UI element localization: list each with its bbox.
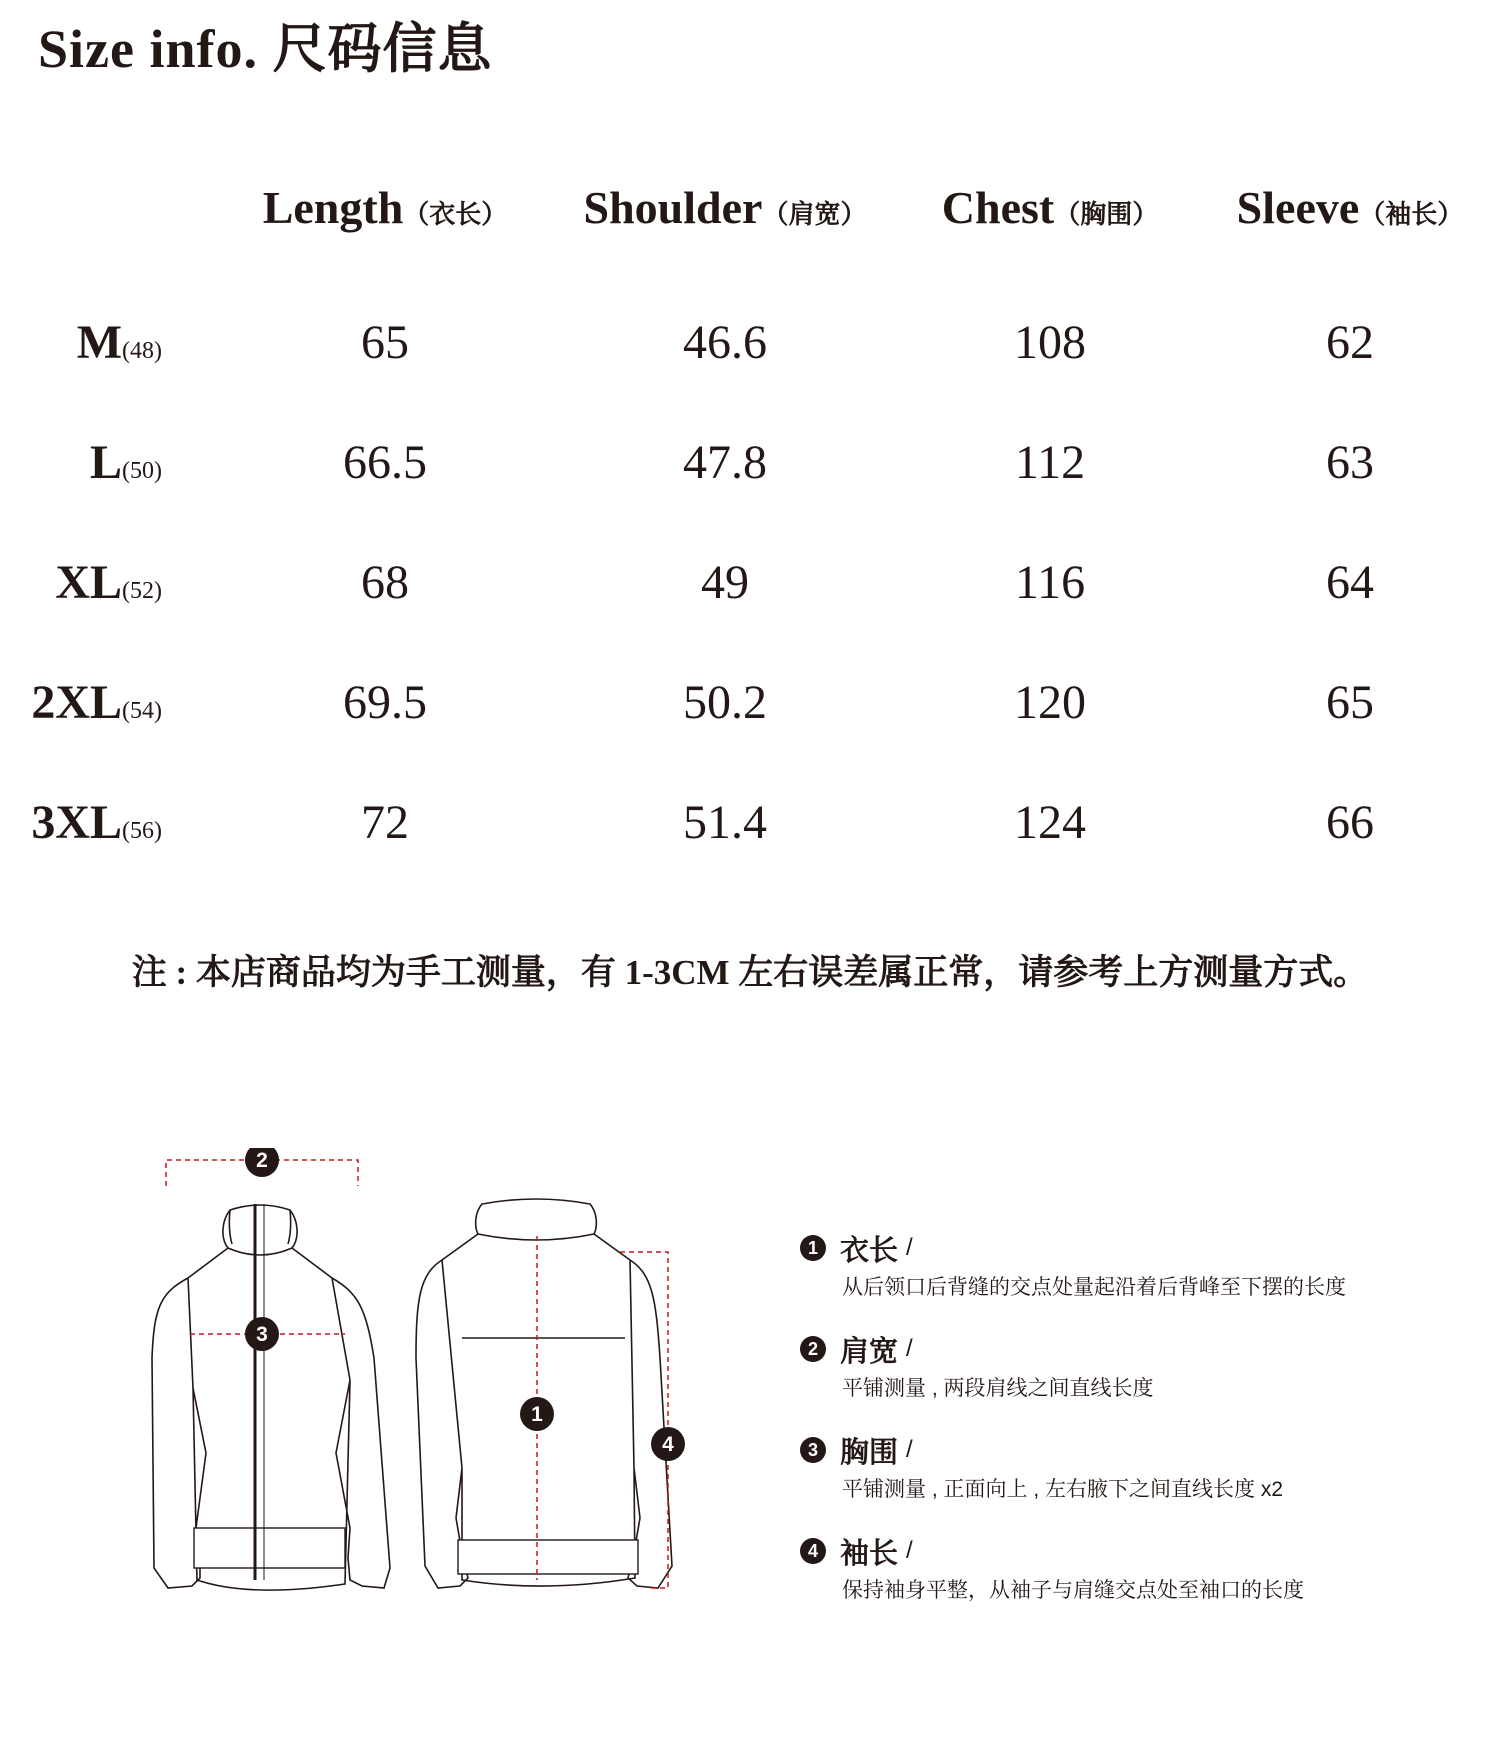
column-name: Length — [262, 182, 404, 233]
table-cell: 65 — [361, 316, 409, 369]
number-badge: 4 — [800, 1538, 826, 1564]
back-hem-rib — [458, 1540, 638, 1574]
legend-description: 平铺测量 , 两段肩线之间直线长度 — [842, 1377, 1154, 1400]
number-badge: 1 — [800, 1235, 826, 1261]
table-cell: 120 — [1014, 676, 1086, 729]
table-cell: 66.5 — [343, 436, 427, 489]
legend-name: 胸围 — [840, 1436, 899, 1469]
table-cell: 46.6 — [683, 316, 767, 369]
size-label-l — [20, 433, 162, 501]
legend-name: 袖长 — [840, 1537, 899, 1570]
table-cell: 50.2 — [683, 676, 767, 729]
size-label-3xl — [20, 793, 162, 861]
table-cell: 124 — [1014, 796, 1086, 849]
table-cell: 64 — [1326, 556, 1374, 609]
marker-1 — [520, 1397, 554, 1431]
legend-item-shoulder — [800, 1327, 1460, 1428]
marker-2 — [245, 1148, 279, 1177]
marker-4-label: 4 — [662, 1433, 674, 1456]
size-eu: (52) — [122, 578, 162, 604]
legend-description: 保持袖身平整，从袖子与肩缝交点处至袖口的长度 — [842, 1579, 1304, 1602]
size-code: M — [76, 316, 123, 369]
column-name: Chest — [941, 182, 1055, 233]
legend-slash: / — [906, 1234, 913, 1261]
table-cell: 69.5 — [343, 676, 427, 729]
marker-3 — [245, 1317, 279, 1351]
table-cell: 108 — [1014, 316, 1086, 369]
table-cell: 66 — [1326, 796, 1374, 849]
legend-description: 从后领口后背缝的交点处量起沿着后背峰至下摆的长度 — [842, 1276, 1346, 1299]
legend-slash: / — [906, 1537, 913, 1564]
legend-slash: / — [906, 1335, 913, 1362]
size-code: L — [90, 436, 123, 489]
column-header-sleeve — [1185, 178, 1500, 245]
table-cell: 116 — [1014, 556, 1086, 609]
measurement-note: 注 : 本店商品均为手工测量，有 1-3CM 左右误差属正常，请参考上方测量方式。 — [131, 953, 1369, 992]
legend-item-chest — [800, 1428, 1460, 1529]
legend-item-length — [800, 1226, 1460, 1327]
column-header-chest — [885, 178, 1215, 245]
size-eu: (56) — [122, 818, 162, 844]
legend-slash: / — [906, 1436, 913, 1463]
front-hem-rib — [194, 1528, 345, 1568]
size-label-xl — [20, 553, 162, 621]
size-code: 3XL — [31, 796, 123, 849]
page-title: Size info. 尺码信息 — [38, 19, 493, 79]
table-cell: 47.8 — [683, 436, 767, 489]
column-name: Sleeve — [1236, 182, 1360, 233]
table-cell: 63 — [1326, 436, 1374, 489]
size-eu: (50) — [122, 458, 162, 484]
number-badge: 2 — [800, 1336, 826, 1362]
table-cell: 62 — [1326, 316, 1374, 369]
size-code: XL — [55, 556, 123, 609]
size-eu: (54) — [122, 698, 162, 724]
table-cell: 65 — [1326, 676, 1374, 729]
column-header-shoulder — [560, 178, 890, 245]
table-cell: 112 — [1014, 436, 1086, 489]
size-code: 2XL — [31, 676, 123, 729]
marker-1-label: 1 — [531, 1403, 543, 1426]
marker-4 — [651, 1427, 685, 1461]
legend-description: 平铺测量 , 正面向上 , 左右腋下之间直线长度 x2 — [842, 1478, 1284, 1501]
size-eu: (48) — [122, 338, 162, 364]
size-label-2xl — [20, 673, 162, 741]
size-label-m — [20, 313, 162, 381]
table-cell: 49 — [701, 556, 749, 609]
number-badge: 3 — [800, 1437, 826, 1463]
table-cell: 72 — [361, 796, 409, 849]
measurement-legend — [800, 1226, 1460, 1630]
column-name: Shoulder — [583, 182, 763, 233]
column-name-cn: （衣长） — [403, 200, 508, 229]
back-jacket-drawing — [416, 1199, 672, 1588]
column-name-cn: （肩宽） — [762, 200, 867, 229]
table-cell: 68 — [361, 556, 409, 609]
column-name-cn: （袖长） — [1359, 200, 1464, 229]
marker-2-label: 2 — [256, 1149, 268, 1172]
legend-item-sleeve — [800, 1529, 1460, 1630]
legend-name: 衣长 — [840, 1234, 899, 1267]
column-header-length — [220, 178, 550, 245]
table-cell: 51.4 — [683, 796, 767, 849]
jacket-diagram — [140, 1148, 700, 1628]
legend-name: 肩宽 — [840, 1335, 899, 1368]
marker-3-label: 3 — [256, 1323, 268, 1346]
column-name-cn: （胸围） — [1054, 200, 1159, 229]
